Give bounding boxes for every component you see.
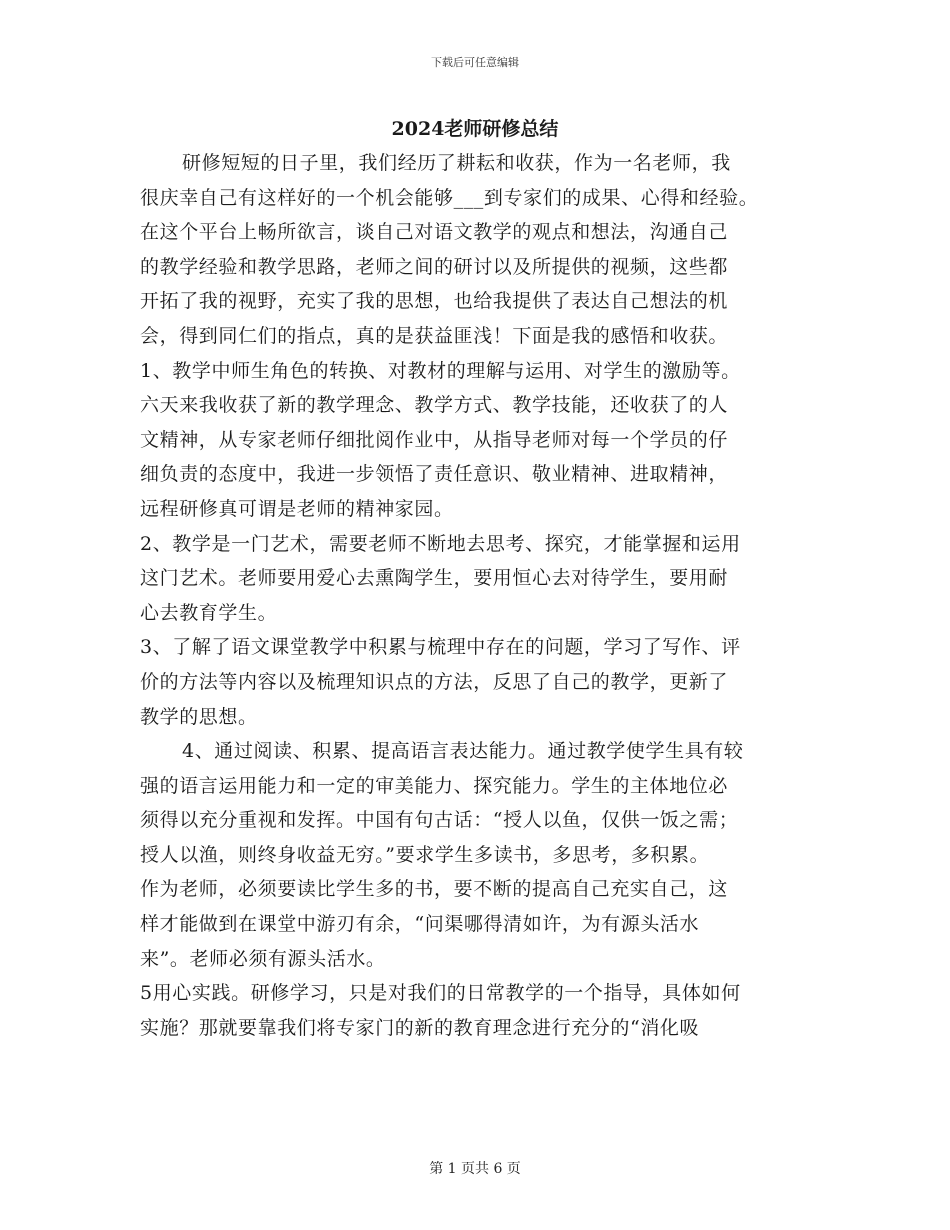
paragraph-line: 授人以渔，则终身收益无穷。”要求学生多读书，多思考，多积累。: [140, 843, 710, 866]
paragraph-line: 六天来我收获了新的教学理念、教学方式、教学技能，还收获了的人: [140, 394, 729, 417]
paragraph-line: 远程研修真可谓是老师的精神家园。: [140, 497, 454, 520]
paragraph-line: 4、通过阅读、积累、提高语言表达能力。通过教学使学生具有较: [182, 740, 744, 763]
paragraph-line: 强的语言运用能力和一定的审美能力、探究能力。学生的主体地位必: [140, 774, 729, 797]
paragraph-line: 价的方法等内容以及梳理知识点的方法，反思了自己的教学，更新了: [140, 670, 729, 693]
paragraph-line: 样才能做到在课堂中游刃有余，“问渠哪得清如许，为有源头活水: [140, 913, 700, 936]
document-body: [140, 146, 830, 1045]
document-title: 2024老师研修总结: [391, 118, 559, 140]
paragraph-line: 这门艺术。老师要用爱心去熏陶学生，要用恒心去对待学生，要用耐: [140, 567, 729, 590]
paragraph-line: 3、了解了语文课堂教学中积累与梳理中存在的问题，学习了写作、评: [140, 636, 741, 659]
paragraph-line: 会，得到同仁们的指点，真的是获益匪浅！下面是我的感悟和收获。: [140, 324, 729, 347]
paragraph-line: 实施？那就要靠我们将专家门的新的教育理念进行充分的“消化吸: [140, 1016, 700, 1039]
paragraph-line: 2、教学是一门艺术，需要老师不断地去思考、探究，才能掌握和运用: [140, 532, 741, 555]
paragraph-line: 文精神，从专家老师仔细批阅作业中，从指导老师对每一个学员的仔: [140, 428, 729, 451]
paragraph-line: 研修短短的日子里，我们经历了耕耘和收获，作为一名老师，我: [182, 152, 731, 174]
page-header: 下载后可任意编辑: [431, 56, 519, 69]
paragraph-line: 细负责的态度中，我进一步领悟了责任意识、敬业精神、进取精神，: [140, 463, 729, 486]
paragraph-line: 在这个平台上畅所欲言，谈自己对语文教学的观点和想法，沟通自己: [140, 221, 729, 244]
paragraph-line: 须得以充分重视和发挥。中国有句古话：“授人以鱼，仅供一饭之需；: [140, 809, 739, 832]
paragraph-line: 5用心实践。研修学习，只是对我们的日常教学的一个指导，具体如何: [140, 982, 741, 1005]
paragraph-line: 的教学经验和教学思路，老师之间的研讨以及所提供的视频，这些都: [140, 255, 729, 278]
page-footer: 第 1 页共 6 页: [429, 1161, 521, 1177]
paragraph-line: 很庆幸自己有这样好的一个机会能够___到专家们的成果、心得和经验。: [140, 186, 759, 209]
paragraph-line: 心去教育学生。: [140, 601, 278, 624]
paragraph-line: 作为老师，必须要读比学生多的书，要不断的提高自己充实自己，这: [140, 878, 729, 901]
paragraph-line: 开拓了我的视野，充实了我的思想，也给我提供了表达自己想法的机: [140, 290, 729, 313]
paragraph-line: 来”。老师必须有源头活水。: [140, 947, 386, 970]
paragraph-line: 1、教学中师生角色的转换、对教材的理解与运用、对学生的激励等。: [140, 359, 741, 382]
paragraph-line: 教学的思想。: [140, 705, 258, 728]
